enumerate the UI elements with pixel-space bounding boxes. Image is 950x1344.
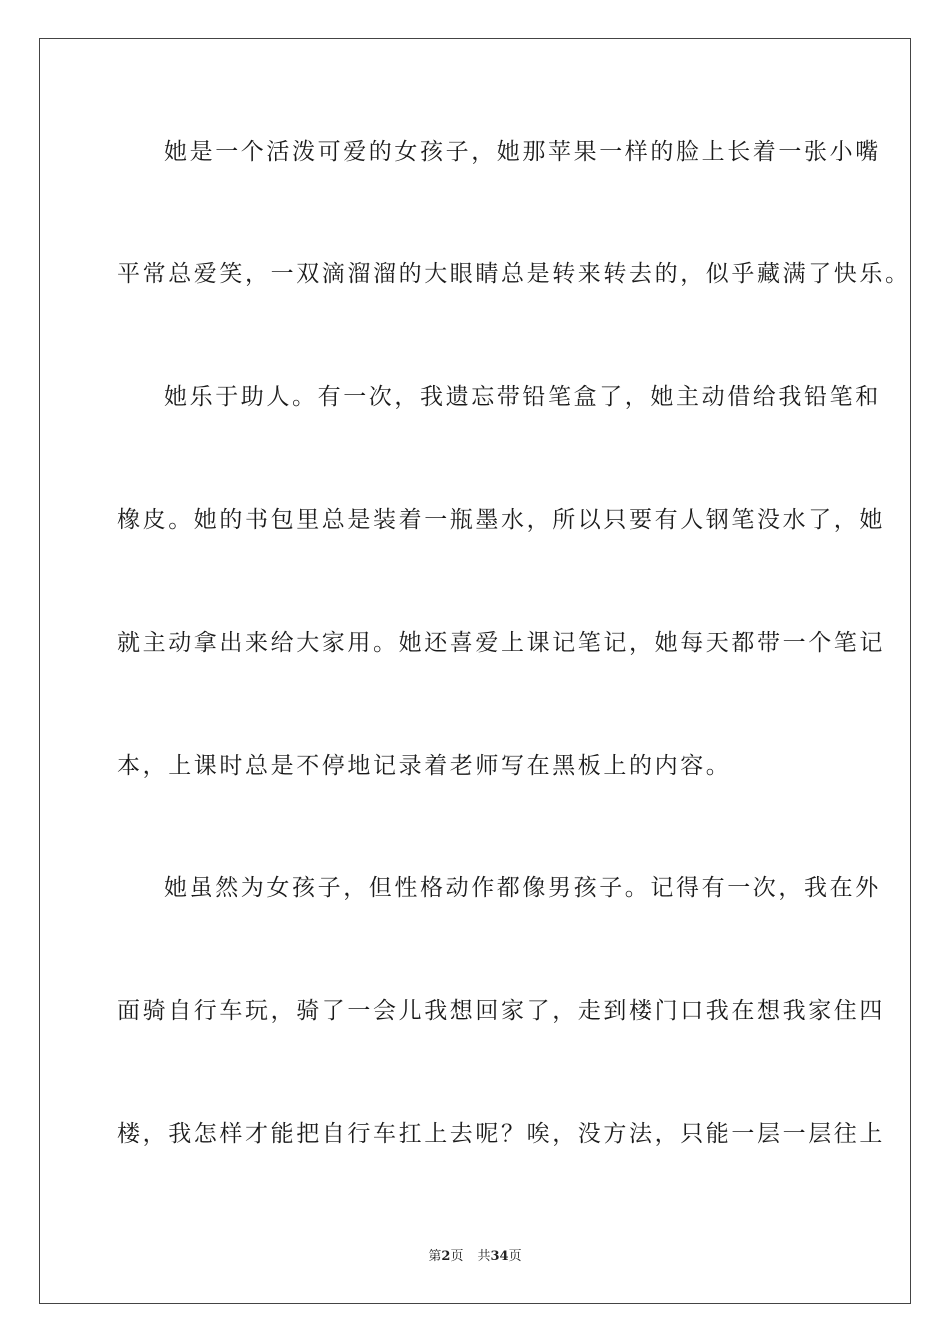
total-prefix: 共: [477, 1249, 491, 1264]
text-line-2: 平常总爱笑，一双滴溜溜的大眼睛总是转来转去的，似乎藏满了快乐。: [117, 261, 911, 287]
total-pages: 34: [490, 1249, 509, 1264]
total-suffix: 页: [508, 1249, 522, 1264]
page-border: [39, 38, 911, 1304]
text-line-7: 她虽然为女孩子，但性格动作都像男孩子。记得有一次，我在外: [164, 875, 881, 901]
text-line-5: 就主动拿出来给大家用。她还喜爱上课记笔记，她每天都带一个笔记: [117, 630, 885, 656]
text-line-6: 本，上课时总是不停地记录着老师写在黑板上的内容。: [117, 753, 732, 779]
text-line-9: 楼，我怎样才能把自行车扛上去呢？唉，没方法，只能一层一层往上: [117, 1121, 885, 1147]
text-line-8: 面骑自行车玩，骑了一会儿我想回家了，走到楼门口我在想我家住四: [117, 998, 885, 1024]
page-prefix: 第: [428, 1249, 442, 1264]
page-suffix: 页: [450, 1249, 464, 1264]
text-line-1: 她是一个活泼可爱的女孩子，她那苹果一样的脸上长着一张小嘴: [164, 139, 881, 165]
page-number: 2: [441, 1249, 451, 1264]
text-line-3: 她乐于助人。有一次，我遗忘带铅笔盒了，她主动借给我铅笔和: [164, 384, 881, 410]
page-footer: [0, 1248, 950, 1266]
text-line-4: 橡皮。她的书包里总是装着一瓶墨水，所以只要有人钢笔没水了，她: [117, 507, 885, 533]
